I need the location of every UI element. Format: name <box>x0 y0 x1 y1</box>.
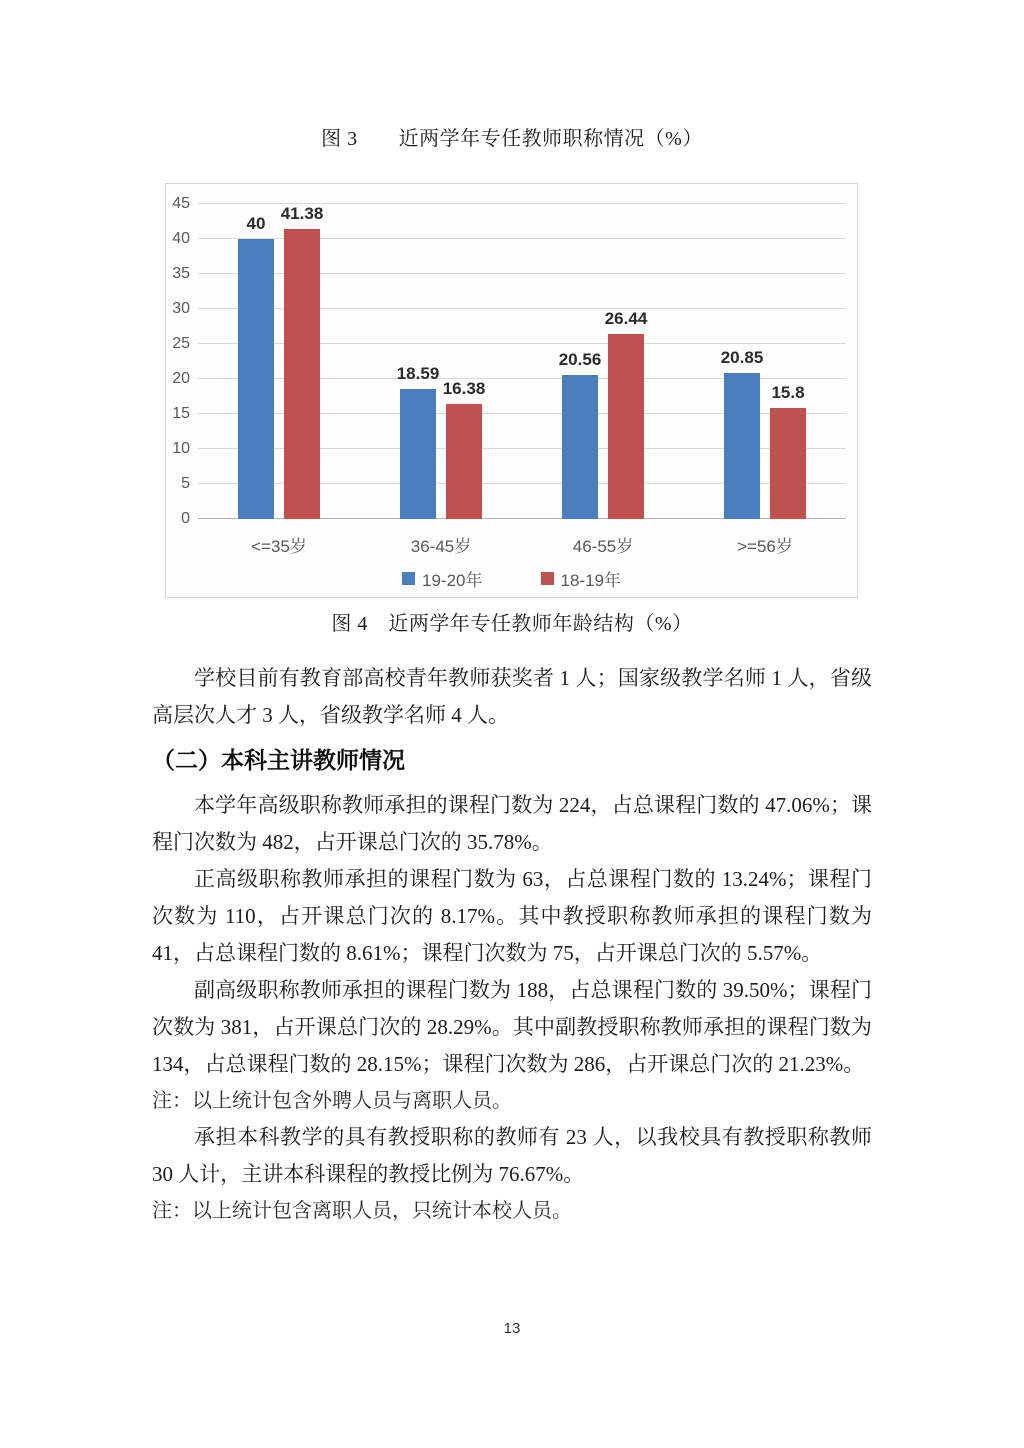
legend-label: 19-20年 <box>422 571 483 590</box>
bar-group-46-55岁 <box>522 204 684 519</box>
body-content <box>152 660 872 1229</box>
paragraph-teacher-awards: 学校目前有教育部高校青年教师获奖者 1 人；国家级教学名师 1 人，省级高层次人才 3 人，省级教学名师 4 人。 <box>152 666 872 727</box>
y-tick-label: 40 <box>172 230 190 248</box>
figure4-caption: 图 4 近两学年专任教师年龄结构（%） <box>331 613 693 635</box>
y-tick-label: 35 <box>172 265 190 282</box>
age-structure-bar-chart <box>165 183 858 598</box>
bar-19-20年-36-45岁 <box>396 363 440 519</box>
y-tick-label: 15 <box>172 405 190 422</box>
x-category-label: 36-45岁 <box>410 537 472 556</box>
chart-legend <box>166 566 857 591</box>
y-tick-label: 0 <box>181 510 190 527</box>
bar-group->=56岁 <box>684 204 846 519</box>
bar-18-19年-<=35岁 <box>280 204 324 519</box>
bar-value-label: 16.38 <box>442 379 486 399</box>
paragraph-vice-senior-courses: 副高级职称教师承担的课程门数为 188，占总课程门数的 39.50%；课程门次数为 381，占开课总门次的 28.29%。其中副教授职称教师承担的课程门数为 134，占总课程门数的 28.15%；课程门次数为 286，占开课总门次的 21.23%。 <box>152 978 872 1076</box>
bar-value-label: 20.56 <box>558 350 602 370</box>
bar-value-label: 15.8 <box>771 383 805 403</box>
legend-swatch <box>402 572 415 585</box>
page-number: 13 <box>503 1320 521 1337</box>
bar-19-20年-<=35岁 <box>238 214 274 519</box>
bar-value-label: 18.59 <box>396 363 440 383</box>
chart-plot-area <box>198 204 846 519</box>
bar-group-36-45岁 <box>360 204 522 519</box>
y-tick-label: 5 <box>181 475 190 493</box>
legend-label: 18-19年 <box>560 571 621 590</box>
bar-group-<=35岁 <box>198 204 360 519</box>
section-heading-undergraduate-lecturers: （二）本科主讲教师情况 <box>152 747 405 773</box>
bar-19-20年-46-55岁 <box>558 350 602 519</box>
x-category-label: <=35岁 <box>251 537 307 556</box>
chart-y-axis <box>166 195 193 527</box>
bar-18-19年-46-55岁 <box>604 308 648 519</box>
x-category-label: >=56岁 <box>737 537 793 556</box>
bar-value-label: 40 <box>246 214 266 234</box>
bar-18-19年-36-45岁 <box>442 379 486 519</box>
paragraph-professor-ratio: 承担本科教学的具有教授职称的教师有 23 人，以我校具有教授职称教师 30 人计，主讲本科课程的教授比例为 76.67%。 <box>152 1125 872 1186</box>
bar-value-label: 20.85 <box>720 348 764 368</box>
y-tick-label: 25 <box>172 335 190 352</box>
y-tick-label: 30 <box>172 300 190 317</box>
bar-value-label: 26.44 <box>604 308 648 328</box>
note-includes-external-staff: 注：以上统计包含外聘人员与离职人员。 <box>152 1090 512 1112</box>
chart-x-labels <box>198 532 846 557</box>
bar-19-20年->=56岁 <box>720 348 764 519</box>
legend-item-19-20年 <box>402 566 482 591</box>
paragraph-full-senior-courses: 正高级职称教师承担的课程门数为 63，占总课程门数的 13.24%；课程门次数为 110，占开课总门次的 8.17%。其中教授职称教师承担的课程门数为 41，占总课程门数的 8.61%；课程门次数为 75，占开课总门次的 5.57%。 <box>152 867 872 965</box>
y-tick-label: 45 <box>172 195 190 212</box>
legend-item-18-19年 <box>541 566 621 591</box>
bar-value-label: 41.38 <box>280 204 324 224</box>
legend-swatch <box>541 572 554 585</box>
figure3-caption: 图 3 近两学年专任教师职称情况（%） <box>321 128 703 150</box>
x-category-label: 46-55岁 <box>572 537 634 556</box>
y-tick-label: 20 <box>172 370 190 388</box>
bar-groups <box>198 204 846 519</box>
note-includes-resigned-staff: 注：以上统计包含离职人员，只统计本校人员。 <box>152 1200 572 1222</box>
paragraph-senior-title-courses: 本学年高级职称教师承担的课程门数为 224，占总课程门数的 47.06%；课程门次数为 482，占开课总门次的 35.78%。 <box>152 793 872 854</box>
y-tick-label: 10 <box>172 440 190 458</box>
bar-18-19年->=56岁 <box>770 383 806 519</box>
